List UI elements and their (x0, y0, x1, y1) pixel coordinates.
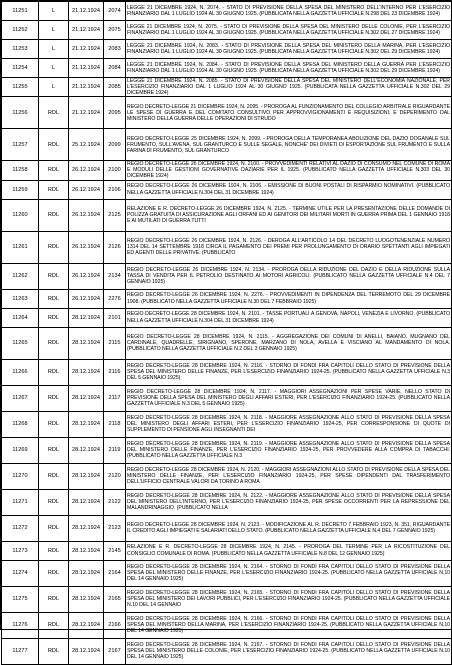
act-date: 28.12.1924 (69, 437, 104, 463)
act-description: REGIO DECRETO-LEGGE 28 DICEMBRE 1924, N. 2119. - MAGGIORE ASSEGNAZIONE ALLO STATO DI PREVISIONE DELLA SPESA DEL MINISTERO DELLE FINANZE, PER L'ESERCIZIO FINANZIARIO 1924-25, PER PROVVEDERE ALLA COMPRA DI TABACCHI. (PUBBLICATO NELLA GAZZETTA UFFICIALE N.3 (126, 437, 452, 463)
act-date: 28.12.1924 (69, 489, 104, 515)
table-row (2, 463, 452, 489)
act-type: RDL (39, 463, 69, 489)
act-number: 2165 (104, 586, 126, 612)
act-description: REGIO DECRETO-LEGGE 26 DICEMBRE 1924, N. 2106. - EMISSIONE DI BUONI POSTALI DI RISPARMIO NOMINATIVI. (PUBBLICATO NELLA GAZZETTA UFFICIALE N.304 DEL 31 DICEMBRE 1924) (126, 180, 452, 199)
act-type: RDL (39, 231, 69, 263)
act-number: 2084 (104, 59, 126, 78)
table-row (2, 385, 452, 411)
act-type: L (39, 59, 69, 78)
act-type: L (39, 40, 69, 59)
act-description: REGIO DECRETO-LEGGE 28 DICEMBRE 1924, N. 2118. - MAGGIORE ASSEGNAZIONE ALLO STATO DI PREVISIONE DELLA SPESA DEL MINISTERO DEGLI AFFARI ESTERI, PER L'ESERCIZIO FINANZIARIO 1924-25, PER CORRESPONSIONE DI QUOTE DI SUPPLEMENTO DI PENSIONE AGLI INSEGNANTI DEI (126, 411, 452, 437)
act-type: RDL (39, 385, 69, 411)
act-description: REGIO DECRETO-LEGGE 28 DICEMBRE 1924, N. 2115. - AGGREGAZIONE DEI COMUNI DI ANELLI, BAIANO, MUGNANO DEL CARDINALE, QUADRELLE, SIRIGNANO, SPERONE, MARZANO DI NOLA, AVELLA E VISCIANO AL MANDAMENTO DI NOLA. (PUBBLICATO NELLA GAZZETTA UFFICIALE N.2 DEL 3 GENNAIO 1925) (126, 327, 452, 359)
table-row (2, 289, 452, 308)
act-number: 2106 (104, 180, 126, 199)
table-row (2, 199, 452, 231)
record-number: 11277 (2, 638, 39, 664)
act-description: REGIO DECRETO-LEGGE 28 DICEMBRE 1924, N. 2123. - MODIFICAZIONE AL R. DECRETO 7 FEBBRAIO 1923, N. 351, RIGUARDANTE IL CREDITO AGLI IMPIEGATI E SALARIATI DELLO STATO. (PUBBLICATO NELLA GAZZETTA UFFICIALE N.4 DEL 7 GENNAIO 1925) (126, 515, 452, 541)
table-row (2, 327, 452, 359)
table-row (2, 359, 452, 385)
record-number: 11259 (2, 180, 39, 199)
table-row (2, 21, 452, 40)
table-row (2, 437, 452, 463)
record-number: 11260 (2, 199, 39, 231)
act-description: RELAZIONE E R. DECRETO-LEGGE 28 DICEMBRE 1924, N. 2145. - PROROGA DEL TERMINE PER LA RICOSTITUZIONE DEL CONSIGLIO COMUNALE DI ROMA. (PUBBLICATO NELLA GAZZETTA UFFICIALE N.8 DEL 12 GENNAIO 1925) (126, 541, 452, 560)
act-type: RDL (39, 586, 69, 612)
act-number: 2100 (104, 161, 126, 180)
act-date: 21.12.1924 (69, 97, 104, 129)
record-number: 11262 (2, 263, 39, 289)
record-number: 11264 (2, 308, 39, 327)
act-number: 2083 (104, 40, 126, 59)
table-row (2, 263, 452, 289)
act-date: 21.12.1924 (69, 21, 104, 40)
act-type: RDL (39, 263, 69, 289)
table-row (2, 638, 452, 664)
act-description: REGIO DECRETO-LEGGE 26 DICEMBRE 1924, N. 2126. - DEROGA ALL'ARTICOLO 14 DEL DECRETO LUOGOTENENZIALE NUMERO 1314 DEL 14 SETTEMBRE 1918 CIRCA IL PAGAMENTO DEI PREMI PER PROLUNGAMENTO DI ORARIO SPETTANTI AGLI IMPIEGATI ED AGENTI DELLE PRIVATIVE. (PUBBLICATO (126, 231, 452, 263)
table-row (2, 59, 452, 78)
act-type: RDL (39, 161, 69, 180)
act-type: RDL (39, 541, 69, 560)
act-date: 28.12.1924 (69, 411, 104, 437)
act-number: 2126 (104, 231, 126, 263)
act-type: RDL (39, 180, 69, 199)
act-date: 26.12.1924 (69, 231, 104, 263)
act-date: 25.12.1924 (69, 129, 104, 161)
record-number: 11268 (2, 411, 39, 437)
act-number: 2167 (104, 638, 126, 664)
act-number: 2075 (104, 21, 126, 40)
act-number: 2115 (104, 327, 126, 359)
act-number: 2164 (104, 560, 126, 586)
record-number: 11258 (2, 161, 39, 180)
act-date: 28.12.1924 (69, 515, 104, 541)
table-row (2, 541, 452, 560)
table-row (2, 40, 452, 59)
act-description: LEGGE 21 DICEMBRE 1924, N. 2084. - STATO DI PREVISIONE DELLA SPESA DEL MINISTERO DELLA GUERRA PER L'ESERCIZIO FINANZIARIO DAL 1 LUGLIO 1924 AL 30 GIUGNO 1925. (PUBBLICATA NELLA GAZZETTA UFFICIALE N.302 DEL 29 DICEMBRE 1924) (126, 59, 452, 78)
act-type: RDL (39, 129, 69, 161)
act-number: 2116 (104, 359, 126, 385)
act-date: 21.12.1924 (69, 2, 104, 21)
table-row (2, 308, 452, 327)
act-number: 2099 (104, 129, 126, 161)
act-description: RELAZIONE E R. DECRETO-LEGGE 26 DICEMBRE 1924, N. 2125. - TERMINE UTILE PER LA PRESENTAZIONE DELLE DOMANDE DI POLIZZA GRATUITA DI ASSICURAZIONE AGLI ORFANI ED AI GENITORI DEI MILITARI MORTI IN GUERRA PRIMA DEL 1 GENNAIO 1918 E AI MUTILATI DI GUERRA TUTTI (126, 199, 452, 231)
act-type: RDL (39, 638, 69, 664)
act-type: RDL (39, 308, 69, 327)
table-row (2, 78, 452, 97)
act-description: REGIO DECRETO-LEGGE 28 DICEMBRE 1924, N. 2101. - TASSE PORTUALI A GENOVA, NAPOLI, VENEZIA E LIVORNO. (PUBBLICATO NELLA GAZZETTA UFFICIALE N.304 DEL 31 DICEMBRE 1924) (126, 308, 452, 327)
record-number: 11261 (2, 231, 39, 263)
act-date: 28.12.1924 (69, 541, 104, 560)
act-type: RDL (39, 437, 69, 463)
act-date: 28.12.1924 (69, 385, 104, 411)
record-number: 11271 (2, 489, 39, 515)
act-type: RDL (39, 199, 69, 231)
table-row (2, 97, 452, 129)
record-number: 11254 (2, 59, 39, 78)
act-description: REGIO DECRETO-LEGGE 28 DICEMBRE 1924, N. 2120. - MAGGIORI ASSEGNAZIONI ALLO STATO DI PREVISIONE DELLA SPESA DEL MINISTERO DELLE FINANZE, PER L'ESERCIZIO FINANZIARIO 1924-25, PER SPESE DIPENDENTI DAL TRASFERIMENTO DELL'UFFICIO CENTRALE VALORI DA TORINO A ROMA (126, 463, 452, 489)
table-row (2, 586, 452, 612)
act-type: RDL (39, 327, 69, 359)
record-number: 11255 (2, 78, 39, 97)
act-date: 28.12.1924 (69, 560, 104, 586)
act-type: L (39, 21, 69, 40)
act-number: 2074 (104, 2, 126, 21)
record-number: 11253 (2, 40, 39, 59)
record-number: 11265 (2, 327, 39, 359)
act-description: REGIO DECRETO-LEGGE 28 DICEMBRE 1924, N. 2117. - MAGGIORI ASSEGNAZIONI PER SPESE VARIE, NELLO STATO DI PREVISIONE DELLA SPESA DEL MINISTERO DEGLI AFFARI ESTERI, PER L'ESERCIZIO FINANZIARIO 1924-25. (PUBBLICATO NELLA GAZZETTA UFFICIALE N.3 DEL 5 GENNAIO 1925) (126, 385, 452, 411)
record-number: 11267 (2, 385, 39, 411)
act-date: 28.12.1924 (69, 612, 104, 638)
act-type: RDL (39, 515, 69, 541)
table-row (2, 161, 452, 180)
act-number: 2119 (104, 437, 126, 463)
table-row (2, 515, 452, 541)
act-number: 2118 (104, 411, 126, 437)
act-date: 26.12.1924 (69, 263, 104, 289)
table-row (2, 129, 452, 161)
table-row (2, 231, 452, 263)
act-date: 26.12.1924 (69, 199, 104, 231)
act-date: 28.12.1924 (69, 638, 104, 664)
act-number: 2123 (104, 515, 126, 541)
act-date: 28.12.1924 (69, 586, 104, 612)
act-date: 21.12.1924 (69, 78, 104, 97)
act-type: RDL (39, 612, 69, 638)
act-description: REGIO DECRETO-LEGGE 28 DICEMBRE 1924, N. 2116. - STORNO DI FONDI FRA CAPITOLI DELLO STATO DI PREVISIONE DELLA SPESA DEL MINISTERO DELLE FINANZE, PER L'ESERCIZIO FINANZIARIO 1924-25. (PUBBLICATO NELLA GAZZETTA UFFICIALE N.3 DEL 5 GENNAIO 1925) (126, 359, 452, 385)
act-date: 28.12.1924 (69, 308, 104, 327)
act-type: RDL (39, 289, 69, 308)
act-date: 28.12.1924 (69, 359, 104, 385)
act-number: 2095 (104, 97, 126, 129)
act-type: RDL (39, 560, 69, 586)
record-number: 11276 (2, 612, 39, 638)
act-date: 21.12.1924 (69, 40, 104, 59)
act-description: REGIO DECRETO-LEGGE 26 DICEMBRE 1924, N. 2100. - PROVVEDIMENTI RELATIVI AL DAZIO DI CONSUMO NEL COMUNE DI ROMA E MODULI DELLE GESTIONI GOVERNATIVE DAZIARIE PER IL 1925. (PUBBLICATO NELLA GAZZETTA UFFICIALE N.303 DEL 30 DICEMBRE 1924) (127, 161, 450, 180)
act-date: 28.12.1924 (69, 463, 104, 489)
act-number: 2166 (104, 612, 126, 638)
table-row (2, 489, 452, 515)
record-number: 11251 (2, 2, 39, 21)
act-number: 2145 (104, 541, 126, 560)
act-description: LEGGE 21 DICEMBRE 1924, N. 2074. - STATO DI PREVISIONE DELLA SPESA DEL MINISTERO DELL'INTERNO PER L'ESERCIZIO FINANZIARIO DAL 1 LUGLIO 1924 AL 30 GIUGNO 1925. (PUBBLICATA NELLA GAZZETTA UFFICIALE N.298 DEL 23 DICEMBRE 1924) (126, 2, 452, 21)
act-description: LEGGE 21 DICEMBRE 1924, N. 2085. - STATO DI PREVISIONE DELLA SPESA DEL MINISTERO DELL'ECONOMIA NAZIONALE, PER L'ESERCIZIO FINANZIARIO DAL 1 LUGLIO 1924 AL 30 GIUGNO 1925. (PUBBLICATA NELLA GAZZETTA UFFICIALE N.302 DEL 29 DICEMBRE 1924) (127, 78, 450, 97)
act-type: L (39, 78, 69, 97)
record-number: 11266 (2, 359, 39, 385)
act-number: 2101 (104, 308, 126, 327)
act-date: 26.12.1924 (69, 289, 104, 308)
act-type: L (39, 2, 69, 21)
table-body (2, 2, 452, 665)
act-description: REGIO DECRETO-LEGGE 25 DICEMBRE 1924, N. 2099. - PROROGA DELLA TEMPORANEA ABOLIZIONE DEL DAZIO DOGANALE SUL FRUMENTO, SULL'AVENA, SUL GRANTURCO E SULLE SEGALE, NONCHE' DEI DIVIETI DI ESPORTAZIONE SUL FRUMENTO E SULLA FARINA DI FRUMENTO, SUL GRANTURCO (126, 129, 452, 161)
act-description: REGIO DECRETO-LEGGE 26 DICEMBRE 1924, N. 2276. - PROVVEDIMENTI IN DIPENDENZA DEL TERREMOTO DEL 29 DICEMBRE 1908. (PUBBLICATO NELLA GAZZETTA UFFICIALE N.30 DEL 7 FEBBRAIO 1925) (126, 289, 452, 308)
act-number: 2122 (104, 489, 126, 515)
record-number: 11273 (2, 541, 39, 560)
act-description: REGIO DECRETO-LEGGE 28 DICEMBRE 1924, N. 2122. - MAGGIORE ASSEGNAZIONE ALLO STATO DI PREVISIONE DELLA SPESA DEL MINISTERO DELL'INTERNO, PER L'ESERCIZIO FINANZIARIO 1924-25, PER SPESE OCCORRENTI PER LA REPRESSIONE DEL MALANDRINAGGIO. (PUBBLICATO NELLA (126, 489, 452, 515)
act-date: 28.12.1924 (69, 327, 104, 359)
act-date: 26.12.1924 (69, 180, 104, 199)
legislation-table (1, 1, 452, 665)
act-date: 21.12.1924 (69, 59, 104, 78)
act-number: 2125 (104, 199, 126, 231)
table-row (2, 180, 452, 199)
table-row (2, 411, 452, 437)
record-number: 11256 (2, 97, 39, 129)
record-number: 11263 (2, 289, 39, 308)
act-date: 26.12.1924 (69, 161, 104, 180)
act-number: 2134 (104, 263, 126, 289)
act-number: 2085 (104, 78, 126, 97)
act-description: REGIO DECRETO-LEGGE 28 DICEMBRE 1924, N. 2165. - STORNO DI FONDI FRA CAPITOLI DELLO STATO DI PREVISIONE DELLA SPESA DEL MINISTERO DEI LAVORI PUBBLICI, PER L'ESERCIZIO FINANZIARIO 1924-25. (PUBBLICATO NELLA GAZZETTA UFFICIALE N.10 DEL 14 GENNAIO (126, 586, 452, 612)
act-type: RDL (39, 359, 69, 385)
record-number: 11272 (2, 515, 39, 541)
act-type: RDL (39, 489, 69, 515)
act-description: REGIO DECRETO-LEGGE 28 DICEMBRE 1924, N. 2167. - STORNO DI FONDI FRA CAPITOLI DELLO STATO DI PREVISIONE DELLA SPESA DEL MINISTERO DELLE COLONIE, PER L'ESERCIZIO FINANZIARIO 1924-25. (PUBBLICATO NELLA GAZZETTA UFFICIALE N.10 DEL 14 GENNAIO 1925) (126, 638, 452, 664)
act-description: REGIO DECRETO-LEGGE 28 DICEMBRE 1924, N. 2164. - STORNO DI FONDI FRA CAPITOLI DELLO STATO DI PREVISIONE DELLA SPESA DEL MINISTERO DELLE FINANZE, PER L'ESERCIZIO FINANZIARIO 1924-25. (PUBBLICATO NELLA GAZZETTA UFFICIALE N.10 DEL 14 GENNAIO 1925) (126, 560, 452, 586)
record-number: 11252 (2, 21, 39, 40)
act-type: RDL (39, 97, 69, 129)
act-description: LEGGE 21 DICEMBRE 1924, N. 2075. - STATO DI PREVISIONE DELLA SPESA DEL MINISTERO DELLE COLONIE, PER L'ESERCIZIO FINANZIARIO DAL 1 LUGLIO 1924 AL 30 GIUGNO 1925. (PUBBLICATA NELLA GAZZETTA UFFICIALE N.302 DEL 27 DICEMBRE 1924) (126, 21, 452, 40)
act-type: RDL (39, 411, 69, 437)
act-number: 2120 (104, 463, 126, 489)
record-number: 11274 (2, 560, 39, 586)
act-number: 2117 (104, 385, 126, 411)
act-description: REGIO DECRETO-LEGGE 21 DICEMBRE 1924, N. 2095. - PROROGA AL FUNZIONAMENTO DEL COLLEGIO ARBITRALE RIGUARDANTE LE SPESE DI GUERRA E DEL COMITATO CONSULTIVO PER APPROVVIGIONAMENTI E REQUISIZIONI, E DEPERIMENTO DAL MINISTERO DELLA GUERRA DELLE OPERAZIONI DI STRUDO (126, 97, 452, 129)
act-description: LEGGE 21 DICEMBRE 1924, N. 2083. - STATO DI PREVISIONE DELLA SPESA DEL MINISTERO DELLA MARINA, PER L'ESERCIZIO FINANZIARIO DAL 1 LUGLIO 1924 AL 30 GIUGNO 1925. (PUBBLICATA NELLA GAZZETTA UFFICIALE N.302 DEL 29 DICEMBRE 1924) (126, 40, 452, 59)
act-description: REGIO DECRETO-LEGGE 26 DICEMBRE 1924, N. 2134. - PROROGA DELLA RIDUZIONE DEL DAZIO E DELLA RIDUZIONE SULLA TASSA DI VENDITA PER IL PETROLIO DESTINATO AI MOTORI AGRICOLI. (PUBBLICATO NELLA GAZZETTA UFFICIALE N.4 DEL 7 GENNAIO 1925) (126, 263, 452, 289)
record-number: 11275 (2, 586, 39, 612)
act-description: REGIO DECRETO-LEGGE 28 DICEMBRE 1924, N. 2166. - STORNO DI FONDI FRA CAPITOLI DELLO STATO DI PREVISIONE DELLA SPESA DEL MINISTERO DELLA MARINA, PER L'ESERCIZIO FINANZIARIO 1924-25. (PUBBLICATO NELLA GAZZETTA UFFICIALE N.10 DEL 14 GENNAIO 1925) (126, 612, 452, 638)
act-number: 2276 (104, 289, 126, 308)
record-number: 11269 (2, 437, 39, 463)
record-number: 11270 (2, 463, 39, 489)
table-row (2, 612, 452, 638)
table-row (2, 2, 452, 21)
table-row (2, 560, 452, 586)
record-number: 11257 (2, 129, 39, 161)
